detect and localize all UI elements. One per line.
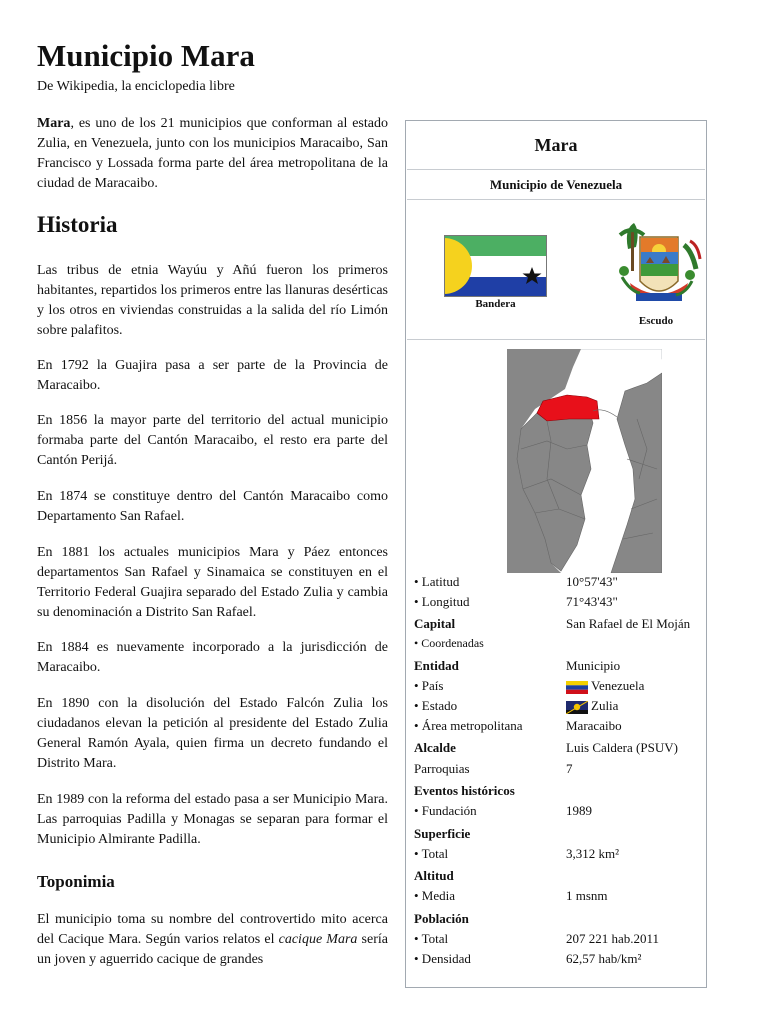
infobox-row — [414, 783, 704, 803]
infobox-row — [414, 931, 704, 951]
infobox-divider — [407, 339, 705, 340]
infobox — [405, 120, 707, 988]
infobox-value: 1989 — [566, 803, 592, 818]
infobox-label: Eventos históricos — [414, 783, 515, 798]
intro-paragraph — [37, 114, 388, 194]
infobox-row — [414, 868, 704, 888]
infobox-label: • Total — [414, 931, 449, 946]
infobox-label: • Latitud — [414, 574, 460, 589]
infobox-label: Superficie — [414, 826, 471, 841]
infobox-value: 10°57'43" — [566, 574, 618, 589]
venezuela-flag-icon — [566, 681, 588, 694]
infobox-label: • Área metropolitana — [414, 718, 523, 733]
infobox-value[interactable]: San Rafael de El Moján — [566, 616, 691, 631]
infobox-label: • Total — [414, 846, 449, 861]
infobox-label: • Estado — [414, 698, 458, 713]
historia-p8: En 1989 con la reforma del estado pasa a ser Municipio Mara. Las parroquias Padilla y Monagas se separan para formar el Municipio Almirante Padilla. — [37, 792, 388, 847]
toponimia-paragraph — [37, 910, 388, 970]
intro-text: , es uno de los 21 municipios que conforman al estado Zulia, en Venezuela, junto con los municipios Maracaibo, San Francisco y Lossada forma parte del área metropolitana de la ciudad de Maracaibo. — [37, 116, 388, 191]
infobox-row — [414, 718, 704, 738]
infobox-row — [414, 951, 704, 971]
infobox-row — [414, 740, 704, 760]
flag-caption: Bandera — [475, 298, 516, 310]
infobox-title: Mara — [534, 135, 578, 155]
infobox-row — [414, 826, 704, 846]
infobox-row — [414, 698, 704, 718]
infobox-label: Altitud — [414, 868, 454, 883]
infobox-row — [414, 911, 704, 931]
infobox-value: 207 221 hab.2011 — [566, 931, 660, 946]
infobox-divider — [407, 199, 705, 200]
location-map[interactable] — [507, 349, 662, 573]
infobox-label: • Media — [414, 888, 456, 903]
historia-p1: Las tribus de etnia Wayúu y Añú fueron los primeros habitantes, repartidos los primeros entre las llanuras desérticas y los otros en viviendas construidas a la salida del río Limón sobre palafitos. — [37, 263, 388, 338]
toponimia-text-a: El municipio toma su nombre del controvertido mito acerca del Cacique Mara. Según varios relatos el — [37, 912, 388, 947]
toponimia-heading: Toponimia — [37, 872, 115, 891]
infobox-label: Alcalde — [414, 740, 456, 755]
infobox-value[interactable]: Municipio — [566, 658, 621, 673]
historia-p3: En 1856 la mayor parte del territorio del actual municipio formaba parte del Cantón Maracaibo, el resto era parte del Cantón Perijá. — [37, 413, 388, 468]
infobox-value[interactable]: Zulia — [591, 698, 619, 713]
infobox-label: • País — [414, 678, 444, 693]
infobox-subtitle: Municipio de Venezuela — [489, 177, 623, 192]
historia-p2: En 1792 la Guajira pasa a ser parte de la Provincia de Maracaibo. — [37, 358, 388, 393]
infobox-row — [414, 678, 704, 698]
infobox-value[interactable]: Maracaibo — [566, 718, 622, 733]
infobox-label: Entidad — [414, 658, 459, 673]
infobox-row — [414, 803, 704, 823]
flag-image[interactable] — [444, 235, 547, 297]
infobox-label: Capital — [414, 616, 456, 631]
shield-image[interactable] — [610, 221, 702, 313]
historia-p7: En 1890 con la disolución del Estado Falcón Zulia los ciudadanos elevan la petición al presidente del Estado Zulia General Ramón Ayala, quien firma un decreto fundando el Distrito Mara. — [37, 696, 388, 771]
toponimia-italic: cacique Mara — [278, 932, 358, 947]
page-tagline: De Wikipedia, la enciclopedia libre — [37, 79, 235, 94]
infobox-row — [414, 846, 704, 866]
intro-bold: Mara — [37, 116, 71, 131]
infobox-row — [414, 616, 704, 636]
infobox-divider — [407, 169, 705, 170]
infobox-row — [414, 574, 704, 594]
infobox-label: Población — [414, 911, 469, 926]
infobox-row — [414, 658, 704, 678]
infobox-value: 62,57 hab/km² — [566, 951, 642, 966]
infobox-row — [414, 594, 704, 614]
toponimia-text-b: sería un joven y aguerrido cacique de grandes — [37, 932, 388, 967]
infobox-label: • Fundación — [414, 803, 477, 818]
shield-caption: Escudo — [638, 315, 674, 327]
infobox-row — [414, 761, 704, 781]
page-title: Municipio Mara — [37, 38, 255, 73]
infobox-row — [414, 636, 704, 656]
infobox-row — [414, 888, 704, 908]
infobox-value: Luis Caldera (PSUV) — [566, 740, 678, 755]
infobox-label: Parroquias — [414, 761, 470, 776]
zulia-flag-icon — [566, 701, 588, 714]
infobox-label: • Longitud — [414, 594, 470, 609]
infobox-value[interactable]: Venezuela — [591, 678, 645, 693]
historia-p4: En 1874 se constituye dentro del Cantón Maracaibo como Departamento San Rafael. — [37, 489, 388, 524]
infobox-label: • Densidad — [414, 951, 471, 966]
historia-p6: En 1884 es nuevamente incorporado a la jurisdicción de Maracaibo. — [37, 640, 388, 675]
historia-p5: En 1881 los actuales municipios Mara y Páez entonces departamentos San Rafael y Sinamaica se constituyen en el Territorio Federal Guajira separado del Estado Zulia y cambia su denominación a Distrito San Rafael. — [37, 545, 388, 620]
infobox-value: 1 msnm — [566, 888, 608, 903]
infobox-value: 7 — [566, 761, 573, 776]
infobox-value: 71°43'43" — [566, 594, 618, 609]
historia-heading: Historia — [37, 212, 118, 237]
infobox-value: 3,312 km² — [566, 846, 620, 861]
infobox-label: • Coordenadas — [414, 636, 484, 650]
